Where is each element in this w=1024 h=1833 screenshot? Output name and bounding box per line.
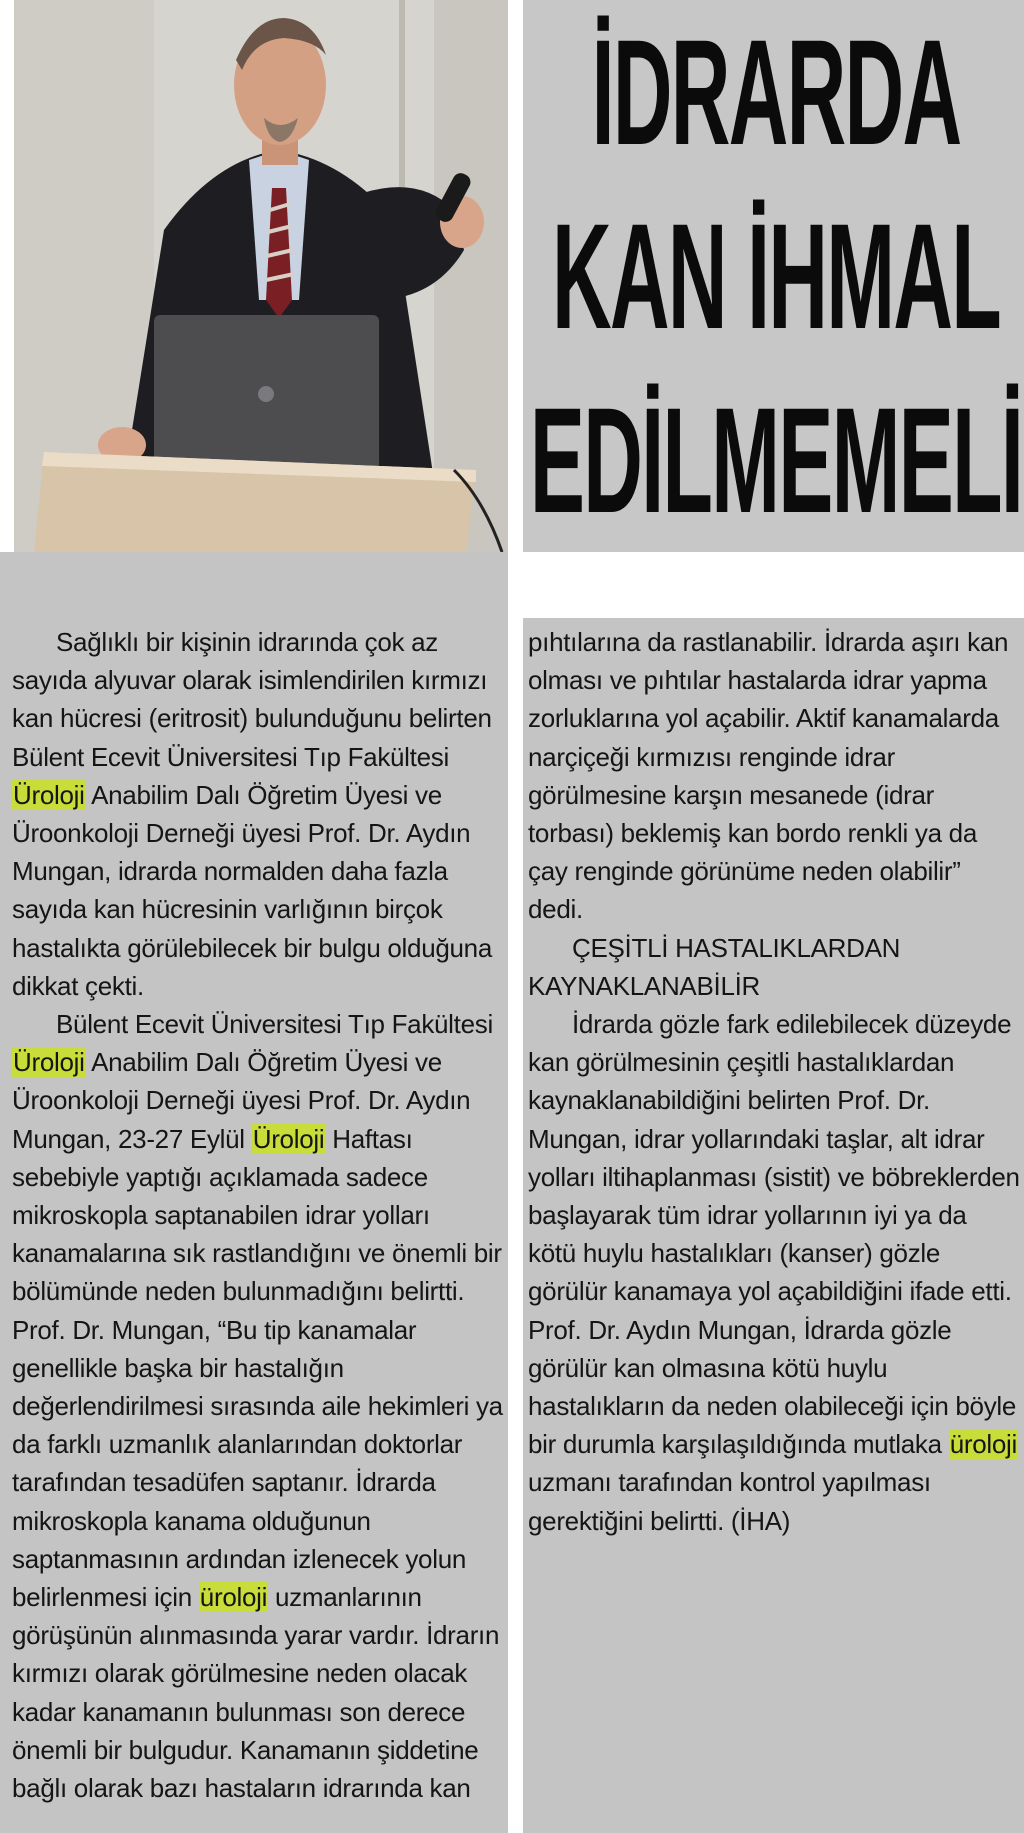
text-run: uzmanı tarafından kontrol yapılması gerektiğini belirtti. (İHA) (528, 1467, 931, 1536)
article-paragraph-2-continued: pıhtılarına da rastlanabilir. İdrarda aşırı kan olması ve pıhtılar hastalarda idrar yapma zorluklarına yol açabilir. Aktif kanamalarda narçiçeği kırmızısı renginde idrar görülmesine karşın mesanede (idrar torbası) beklemiş kan bordo renkli ya da çay renginde görünüme neden olabilir” dedi. (528, 627, 1009, 925)
text-run: Bülent Ecevit Üniversitesi Tıp Fakültesi (56, 1009, 493, 1040)
article-paragraph-2 (12, 1005, 504, 1807)
text-run: Sağlıklı bir kişinin idrarında çok az sayıda alyuvar olarak isimlendirilen kırmızı kan hücresi (eritrosit) bulunduğunu belirten Bülent Ecevit Üniversitesi Tıp Fakültesi (12, 627, 492, 772)
headline (528, 0, 1023, 552)
article-paragraph-3 (528, 1005, 1020, 1540)
highlight-keyword: Üroloji (252, 1123, 325, 1154)
headline-line-1: İDRARDA (591, 8, 961, 176)
text-run: Anabilim Dalı Öğretim Üyesi ve Üroonkoloji Derneği üyesi Prof. Dr. Aydın Mungan, idrarda normalden daha fazla sayıda kan hücresinin varlığının birçok hastalıkta görülebilecek bir bulgu olduğuna dikkat çekti. (12, 779, 492, 1001)
article-column-right (528, 623, 1020, 1540)
article-photo (14, 0, 508, 552)
headline-line-2: KAN İHMAL (552, 192, 1001, 360)
headline-box (523, 0, 1024, 552)
highlight-keyword: üroloji (199, 1582, 268, 1613)
headline-line-3: EDİLMEMELİ (529, 376, 1023, 544)
highlight-keyword: Üroloji (13, 779, 85, 810)
highlight-keyword: üroloji (949, 1429, 1017, 1460)
article-subheading: ÇEŞİTLİ HASTALIKLARDAN KAYNAKLANABİLİR (528, 932, 901, 1001)
article-paragraph-1 (12, 623, 504, 1005)
text-run: Haftası sebebiyle yaptığı açıklamada sadece mikroskopla saptanabilen idrar yolları kanamalarına sık rastlandığını ve önemli bir bölümünde neden bulunmadığını belirtti. Prof. Dr. Mungan, “Bu tip kanamalar genellikle başka bir hastalığın değerlendirilmesi sırasında aile hekimleri ya da farklı uzmanlık alanlarından doktorlar tarafından tesadüfen saptanır. İdrarda mikroskopla kanama olduğunun saptanmasının ardından izlenecek yolun belirlenmesi için (12, 1123, 503, 1613)
article-column-left (12, 623, 504, 1807)
text-run: İdrarda gözle fark edilebilecek düzeyde kan görülmesinin çeşitli hastalıklardan kaynaklanabildiğini belirten Prof. Dr. Mungan, idrar yollarındaki taşlar, alt idrar yolları iltihaplanması (sistit) ve böbreklerden başlayarak tüm idrar yollarının iyi ya da kötü huylu hastalıkları (kanser) gözle görülür kanamaya yol açabildiğini ifade etti. Prof. Dr. Aydın Mungan, İdrarda gözle görülür kan olmasına kötü huylu hastalıkların da neden olabileceği için böyle bir durumla karşılaşıldığında mutlaka (528, 1009, 1020, 1460)
highlight-keyword: Üroloji (13, 1047, 85, 1078)
speaker-at-podium-photo (14, 0, 508, 552)
text-run: uzmanlarının görüşünün alınmasında yarar vardır. İdrarın kırmızı olarak görülmesine neden olacak kadar kanamanın bulunması son derece önemli bir bulgudur. Kanamanın şiddetine bağlı olarak bazı hastaların idrarında kan (12, 1582, 500, 1804)
text-run: Anabilim Dalı Öğretim Üyesi ve Üroonkoloji Derneği üyesi Prof. Dr. Aydın Mungan, 23-27 Eylül (12, 1047, 471, 1154)
